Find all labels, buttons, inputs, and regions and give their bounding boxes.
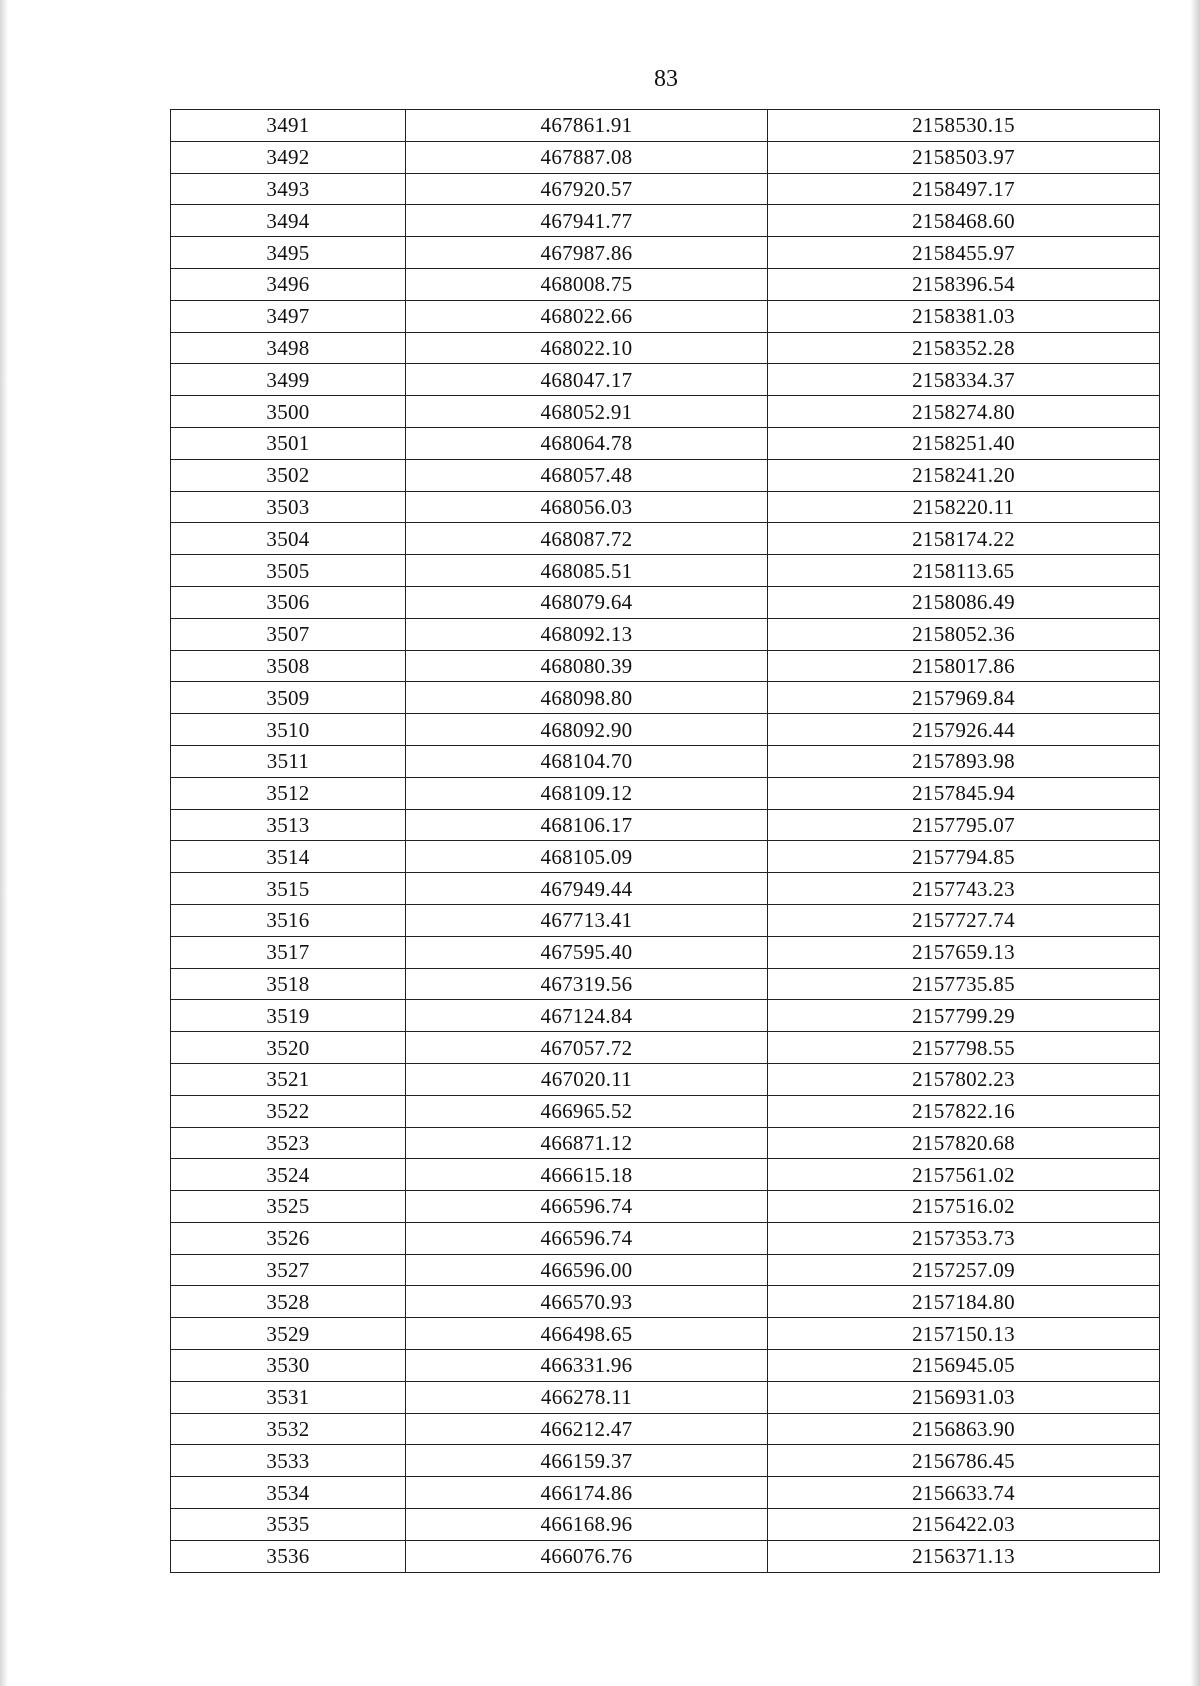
point-number-cell: 3505: [171, 555, 406, 587]
x-coordinate-cell: 466871.12: [406, 1127, 768, 1159]
point-number-cell: 3532: [171, 1413, 406, 1445]
x-coordinate-cell: 468022.10: [406, 332, 768, 364]
table-row: [171, 332, 1160, 364]
table-row: [171, 1540, 1160, 1572]
y-coordinate-cell: 2158396.54: [768, 268, 1160, 300]
point-number-cell: 3527: [171, 1254, 406, 1286]
point-number-cell: 3523: [171, 1127, 406, 1159]
table-row: [171, 873, 1160, 905]
y-coordinate-cell: 2157727.74: [768, 904, 1160, 936]
point-number-cell: 3495: [171, 237, 406, 269]
table-row: [171, 1445, 1160, 1477]
table-row: [171, 1032, 1160, 1064]
table-row: [171, 1063, 1160, 1095]
x-coordinate-cell: 467941.77: [406, 205, 768, 237]
y-coordinate-cell: 2158455.97: [768, 237, 1160, 269]
table-row: [171, 745, 1160, 777]
x-coordinate-cell: 468104.70: [406, 745, 768, 777]
table-row: [171, 1222, 1160, 1254]
table-row: [171, 1286, 1160, 1318]
table-row: [171, 1254, 1160, 1286]
y-coordinate-cell: 2157820.68: [768, 1127, 1160, 1159]
x-coordinate-cell: 468064.78: [406, 427, 768, 459]
point-number-cell: 3493: [171, 173, 406, 205]
point-number-cell: 3535: [171, 1509, 406, 1541]
y-coordinate-cell: 2157893.98: [768, 745, 1160, 777]
y-coordinate-cell: 2156931.03: [768, 1381, 1160, 1413]
x-coordinate-cell: 467713.41: [406, 904, 768, 936]
table-row: [171, 968, 1160, 1000]
point-number-cell: 3519: [171, 1000, 406, 1032]
x-coordinate-cell: 468087.72: [406, 523, 768, 555]
x-coordinate-cell: 468022.66: [406, 300, 768, 332]
page-number: 83: [654, 66, 678, 92]
x-coordinate-cell: 468109.12: [406, 777, 768, 809]
table-row: [171, 1159, 1160, 1191]
x-coordinate-cell: 468098.80: [406, 682, 768, 714]
y-coordinate-cell: 2158274.80: [768, 396, 1160, 428]
y-coordinate-cell: 2157257.09: [768, 1254, 1160, 1286]
x-coordinate-cell: 467124.84: [406, 1000, 768, 1032]
x-coordinate-cell: 468008.75: [406, 268, 768, 300]
y-coordinate-cell: 2157926.44: [768, 714, 1160, 746]
x-coordinate-cell: 468092.90: [406, 714, 768, 746]
coordinates-table-body: [171, 110, 1160, 1573]
y-coordinate-cell: 2158174.22: [768, 523, 1160, 555]
table-row: [171, 682, 1160, 714]
table-row: [171, 1413, 1160, 1445]
table-row: [171, 1095, 1160, 1127]
x-coordinate-cell: 466615.18: [406, 1159, 768, 1191]
point-number-cell: 3496: [171, 268, 406, 300]
x-coordinate-cell: 466168.96: [406, 1509, 768, 1541]
table-row: [171, 396, 1160, 428]
table-row: [171, 1477, 1160, 1509]
point-number-cell: 3499: [171, 364, 406, 396]
point-number-cell: 3506: [171, 586, 406, 618]
point-number-cell: 3509: [171, 682, 406, 714]
x-coordinate-cell: 466965.52: [406, 1095, 768, 1127]
x-coordinate-cell: 466596.74: [406, 1191, 768, 1223]
table-row: [171, 1127, 1160, 1159]
x-coordinate-cell: 468047.17: [406, 364, 768, 396]
point-number-cell: 3534: [171, 1477, 406, 1509]
coordinates-table: [170, 109, 1160, 1573]
y-coordinate-cell: 2156371.13: [768, 1540, 1160, 1572]
point-number-cell: 3526: [171, 1222, 406, 1254]
table-row: [171, 650, 1160, 682]
table-row: [171, 173, 1160, 205]
table-row: [171, 141, 1160, 173]
point-number-cell: 3520: [171, 1032, 406, 1064]
scan-edge-right: [1190, 0, 1200, 1686]
x-coordinate-cell: 468056.03: [406, 491, 768, 523]
y-coordinate-cell: 2156422.03: [768, 1509, 1160, 1541]
y-coordinate-cell: 2158220.11: [768, 491, 1160, 523]
point-number-cell: 3516: [171, 904, 406, 936]
y-coordinate-cell: 2158503.97: [768, 141, 1160, 173]
point-number-cell: 3530: [171, 1350, 406, 1382]
y-coordinate-cell: 2157184.80: [768, 1286, 1160, 1318]
x-coordinate-cell: 467595.40: [406, 936, 768, 968]
table-row: [171, 1509, 1160, 1541]
y-coordinate-cell: 2157735.85: [768, 968, 1160, 1000]
y-coordinate-cell: 2158086.49: [768, 586, 1160, 618]
x-coordinate-cell: 466498.65: [406, 1318, 768, 1350]
x-coordinate-cell: 466570.93: [406, 1286, 768, 1318]
scan-edge-left: [0, 0, 8, 1686]
y-coordinate-cell: 2157561.02: [768, 1159, 1160, 1191]
y-coordinate-cell: 2157516.02: [768, 1191, 1160, 1223]
table-row: [171, 237, 1160, 269]
table-row: [171, 1381, 1160, 1413]
point-number-cell: 3522: [171, 1095, 406, 1127]
y-coordinate-cell: 2157659.13: [768, 936, 1160, 968]
y-coordinate-cell: 2157802.23: [768, 1063, 1160, 1095]
x-coordinate-cell: 466174.86: [406, 1477, 768, 1509]
y-coordinate-cell: 2157794.85: [768, 841, 1160, 873]
y-coordinate-cell: 2157150.13: [768, 1318, 1160, 1350]
table-row: [171, 268, 1160, 300]
x-coordinate-cell: 467949.44: [406, 873, 768, 905]
point-number-cell: 3500: [171, 396, 406, 428]
table-row: [171, 777, 1160, 809]
point-number-cell: 3521: [171, 1063, 406, 1095]
point-number-cell: 3511: [171, 745, 406, 777]
point-number-cell: 3510: [171, 714, 406, 746]
y-coordinate-cell: 2156945.05: [768, 1350, 1160, 1382]
table-row: [171, 714, 1160, 746]
table-row: [171, 555, 1160, 587]
point-number-cell: 3517: [171, 936, 406, 968]
point-number-cell: 3504: [171, 523, 406, 555]
point-number-cell: 3533: [171, 1445, 406, 1477]
y-coordinate-cell: 2157795.07: [768, 809, 1160, 841]
table-row: [171, 586, 1160, 618]
x-coordinate-cell: 466596.74: [406, 1222, 768, 1254]
point-number-cell: 3515: [171, 873, 406, 905]
table-row: [171, 618, 1160, 650]
x-coordinate-cell: 468105.09: [406, 841, 768, 873]
x-coordinate-cell: 466076.76: [406, 1540, 768, 1572]
table-row: [171, 300, 1160, 332]
point-number-cell: 3501: [171, 427, 406, 459]
point-number-cell: 3512: [171, 777, 406, 809]
x-coordinate-cell: 468085.51: [406, 555, 768, 587]
table-row: [171, 459, 1160, 491]
table-row: [171, 841, 1160, 873]
table-row: [171, 1318, 1160, 1350]
table-row: [171, 904, 1160, 936]
point-number-cell: 3508: [171, 650, 406, 682]
x-coordinate-cell: 467020.11: [406, 1063, 768, 1095]
point-number-cell: 3528: [171, 1286, 406, 1318]
point-number-cell: 3494: [171, 205, 406, 237]
y-coordinate-cell: 2156633.74: [768, 1477, 1160, 1509]
y-coordinate-cell: 2158530.15: [768, 110, 1160, 142]
x-coordinate-cell: 468080.39: [406, 650, 768, 682]
y-coordinate-cell: 2158251.40: [768, 427, 1160, 459]
x-coordinate-cell: 466331.96: [406, 1350, 768, 1382]
y-coordinate-cell: 2158468.60: [768, 205, 1160, 237]
table-row: [171, 364, 1160, 396]
point-number-cell: 3513: [171, 809, 406, 841]
y-coordinate-cell: 2158381.03: [768, 300, 1160, 332]
table-row: [171, 205, 1160, 237]
x-coordinate-cell: 466159.37: [406, 1445, 768, 1477]
x-coordinate-cell: 466212.47: [406, 1413, 768, 1445]
x-coordinate-cell: 467920.57: [406, 173, 768, 205]
point-number-cell: 3518: [171, 968, 406, 1000]
table-row: [171, 427, 1160, 459]
point-number-cell: 3529: [171, 1318, 406, 1350]
x-coordinate-cell: 468079.64: [406, 586, 768, 618]
table-row: [171, 1000, 1160, 1032]
y-coordinate-cell: 2157798.55: [768, 1032, 1160, 1064]
point-number-cell: 3524: [171, 1159, 406, 1191]
x-coordinate-cell: 468106.17: [406, 809, 768, 841]
table-row: [171, 523, 1160, 555]
table-row: [171, 491, 1160, 523]
y-coordinate-cell: 2156863.90: [768, 1413, 1160, 1445]
point-number-cell: 3498: [171, 332, 406, 364]
point-number-cell: 3531: [171, 1381, 406, 1413]
y-coordinate-cell: 2156786.45: [768, 1445, 1160, 1477]
x-coordinate-cell: 468052.91: [406, 396, 768, 428]
table-row: [171, 1191, 1160, 1223]
table-row: [171, 936, 1160, 968]
y-coordinate-cell: 2158241.20: [768, 459, 1160, 491]
y-coordinate-cell: 2157799.29: [768, 1000, 1160, 1032]
point-number-cell: 3497: [171, 300, 406, 332]
y-coordinate-cell: 2158352.28: [768, 332, 1160, 364]
y-coordinate-cell: 2158052.36: [768, 618, 1160, 650]
point-number-cell: 3503: [171, 491, 406, 523]
y-coordinate-cell: 2157969.84: [768, 682, 1160, 714]
y-coordinate-cell: 2158497.17: [768, 173, 1160, 205]
y-coordinate-cell: 2157353.73: [768, 1222, 1160, 1254]
y-coordinate-cell: 2158113.65: [768, 555, 1160, 587]
x-coordinate-cell: 468057.48: [406, 459, 768, 491]
point-number-cell: 3507: [171, 618, 406, 650]
point-number-cell: 3491: [171, 110, 406, 142]
point-number-cell: 3492: [171, 141, 406, 173]
y-coordinate-cell: 2157743.23: [768, 873, 1160, 905]
x-coordinate-cell: 467861.91: [406, 110, 768, 142]
x-coordinate-cell: 467057.72: [406, 1032, 768, 1064]
x-coordinate-cell: 468092.13: [406, 618, 768, 650]
table-row: [171, 809, 1160, 841]
y-coordinate-cell: 2158017.86: [768, 650, 1160, 682]
x-coordinate-cell: 466596.00: [406, 1254, 768, 1286]
x-coordinate-cell: 466278.11: [406, 1381, 768, 1413]
point-number-cell: 3502: [171, 459, 406, 491]
table-row: [171, 110, 1160, 142]
y-coordinate-cell: 2157845.94: [768, 777, 1160, 809]
table-row: [171, 1350, 1160, 1382]
point-number-cell: 3536: [171, 1540, 406, 1572]
point-number-cell: 3514: [171, 841, 406, 873]
x-coordinate-cell: 467987.86: [406, 237, 768, 269]
x-coordinate-cell: 467319.56: [406, 968, 768, 1000]
x-coordinate-cell: 467887.08: [406, 141, 768, 173]
point-number-cell: 3525: [171, 1191, 406, 1223]
y-coordinate-cell: 2158334.37: [768, 364, 1160, 396]
y-coordinate-cell: 2157822.16: [768, 1095, 1160, 1127]
